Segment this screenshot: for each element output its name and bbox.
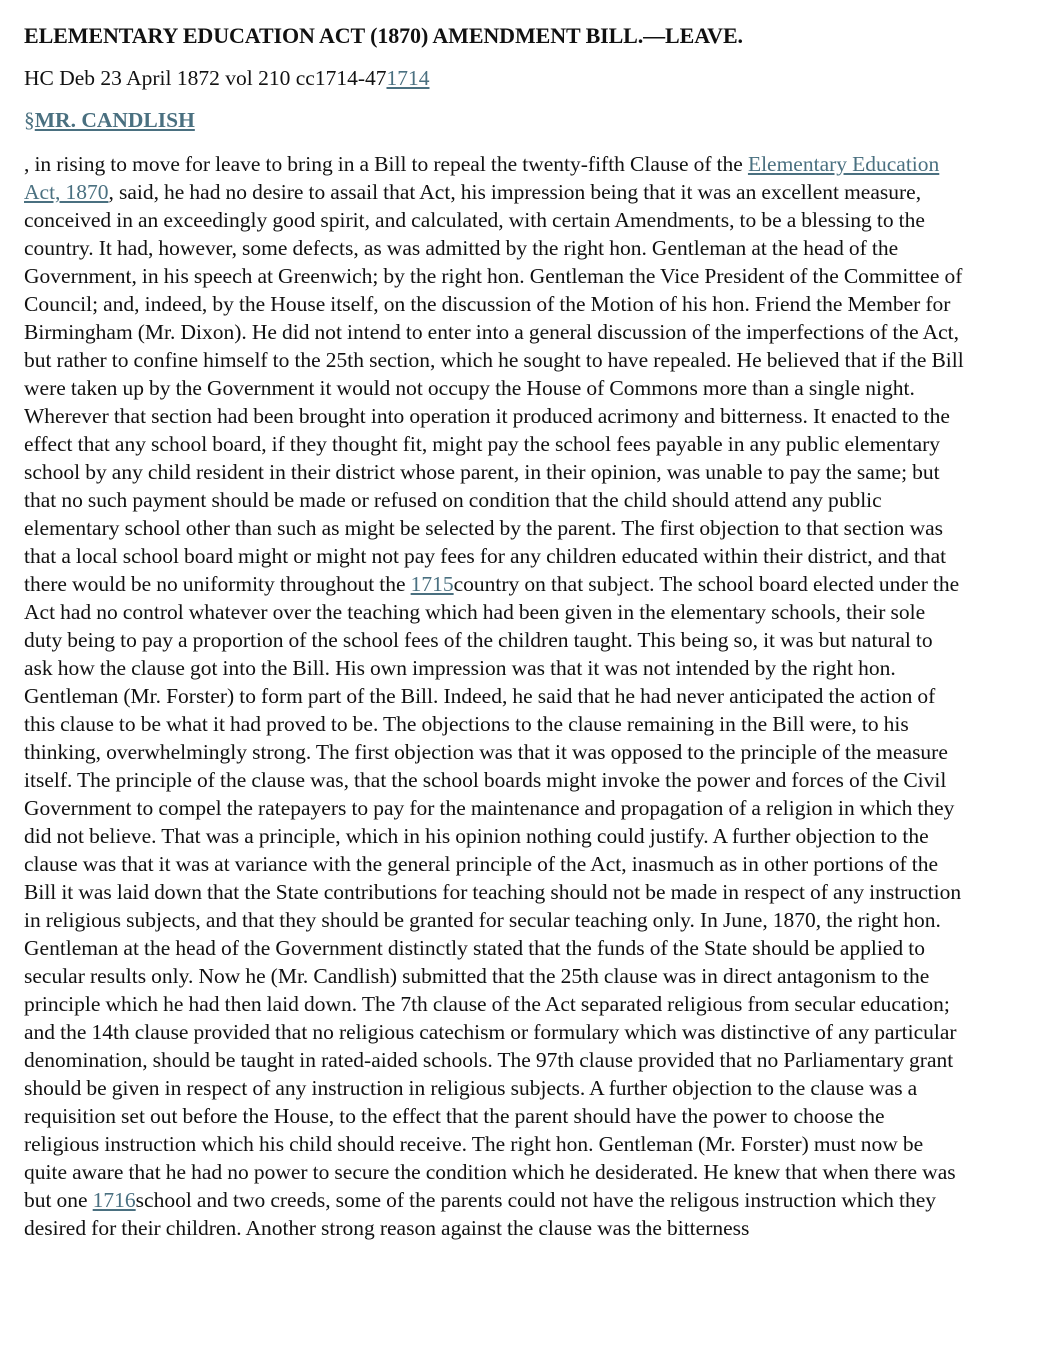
speech-text-2: , said, he had no desire to assail that Act, his impression being that it was an excellent measure, conceived in an exceedingly good spirit, and calculated, with certain Amendments, to be a blessing to the country. It had, however, some defects, as was admitted by the right hon. Gentleman at the head of the Government, in his speech at Greenwich; by the right hon. Gentleman the Vice President of the Committee of Council; and, indeed, by the House itself, on the discussion of the Motion of his hon. Friend the Member for Birmingham (Mr. Dixon). He did not intend to enter into a general discussion of the imperfections of the Act, but rather to confine himself to the 25th section, which he sought to have repealed. He believed that if the Bill were taken up by the Government it would not occupy the House of Commons more than a single night. Wherever that section had been brought into operation it produced acrimony and bitterness. It enacted to the effect that any school board, if they thought fit, might pay the school fees payable in any public elementary school by any child resident in their district whose parent, in their opinion, was unable to pay the same; but that no such payment should be made or refused on condition that the child should attend any public elementary school other than such as might be selected by the parent. The first objection to that section was that a local school board might or might not pay fees for any children educated within their district, and that there would be no uniformity throughout the <box>24 180 964 596</box>
column-link-1715[interactable]: 1715 <box>410 572 454 596</box>
speech-text-1: , in rising to move for leave to bring in a Bill to repeal the twenty-fifth Clause of the <box>24 152 748 176</box>
speech-text-3: country on that subject. The school board elected under the Act had no control whatever over the teaching which had been given in the elementary schools, their sole duty being to pay a proportion of the school fees of the children taught. This being so, it was but natural to ask how the clause got into the Bill. His own impression was that it was not intended by the right hon. Gentleman (Mr. Forster) to form part of the Bill. Indeed, he said that he had never anticipated the action of this clause to be what it had proved to be. The objections to the clause remaining in the Bill were, to his thinking, overwhelmingly strong. The first objection was that it was opposed to the principle of the measure itself. The principle of the clause was, that the school boards might invoke the power and forces of the Civil Government to compel the ratepayers to pay for the maintenance and propagation of a religion in which they did not believe. That was a principle, which in his opinion nothing could justify. A further objection to the clause was that it was at variance with the general principle of the Act, inasmuch as in other portions of the Bill it was laid down that the State contributions for teaching should not be made in respect of any instruction in religious subjects, and that they should be granted for secular teaching only. In June, 1870, the right hon. Gentleman at the head of the Government distinctly stated that the funds of the State should be applied to secular results only. Now he (Mr. Candlish) submitted that the 25th clause was in direct antagonism to the principle which he had then laid down. The 7th clause of the Act separated religious from secular education; and the 14th clause provided that no religious catechism or formulary which was distinctive of any particular denomination, should be taught in rated-aided schools. The 97th clause provided that no Parliamentary grant should be given in respect of any instruction in religious subjects. A further objection to the clause was a requisition set out before the House, to the effect that the parent should have the power to choose the religious instruction which his child should receive. The right hon. Gentleman (Mr. Forster) must now be quite aware that he had no power to secure the condition which he desiderated. He knew that when there was but one <box>24 572 962 1212</box>
column-link-1714[interactable]: 1714 <box>386 66 430 90</box>
hansard-page <box>24 0 964 1242</box>
speaker-heading <box>24 106 964 134</box>
act-link[interactable]: Elementary Education Act, 1870 <box>24 152 940 204</box>
citation-text: HC Deb 23 April 1872 vol 210 cc1714-47 <box>24 66 387 90</box>
page-title: ELEMENTARY EDUCATION ACT (1870) AMENDMENT BILL.—LEAVE. <box>24 23 743 48</box>
speech-paragraph <box>24 150 964 1242</box>
speech-text-4: school and two creeds, some of the parents could not have the religous instruction which they desired for their children. Another strong reason against the clause was the bitterness <box>24 1188 937 1240</box>
section-mark: § <box>24 108 35 132</box>
speaker-link[interactable]: MR. CANDLISH <box>34 108 195 132</box>
column-link-1716[interactable]: 1716 <box>92 1188 136 1212</box>
debate-citation <box>24 64 964 92</box>
